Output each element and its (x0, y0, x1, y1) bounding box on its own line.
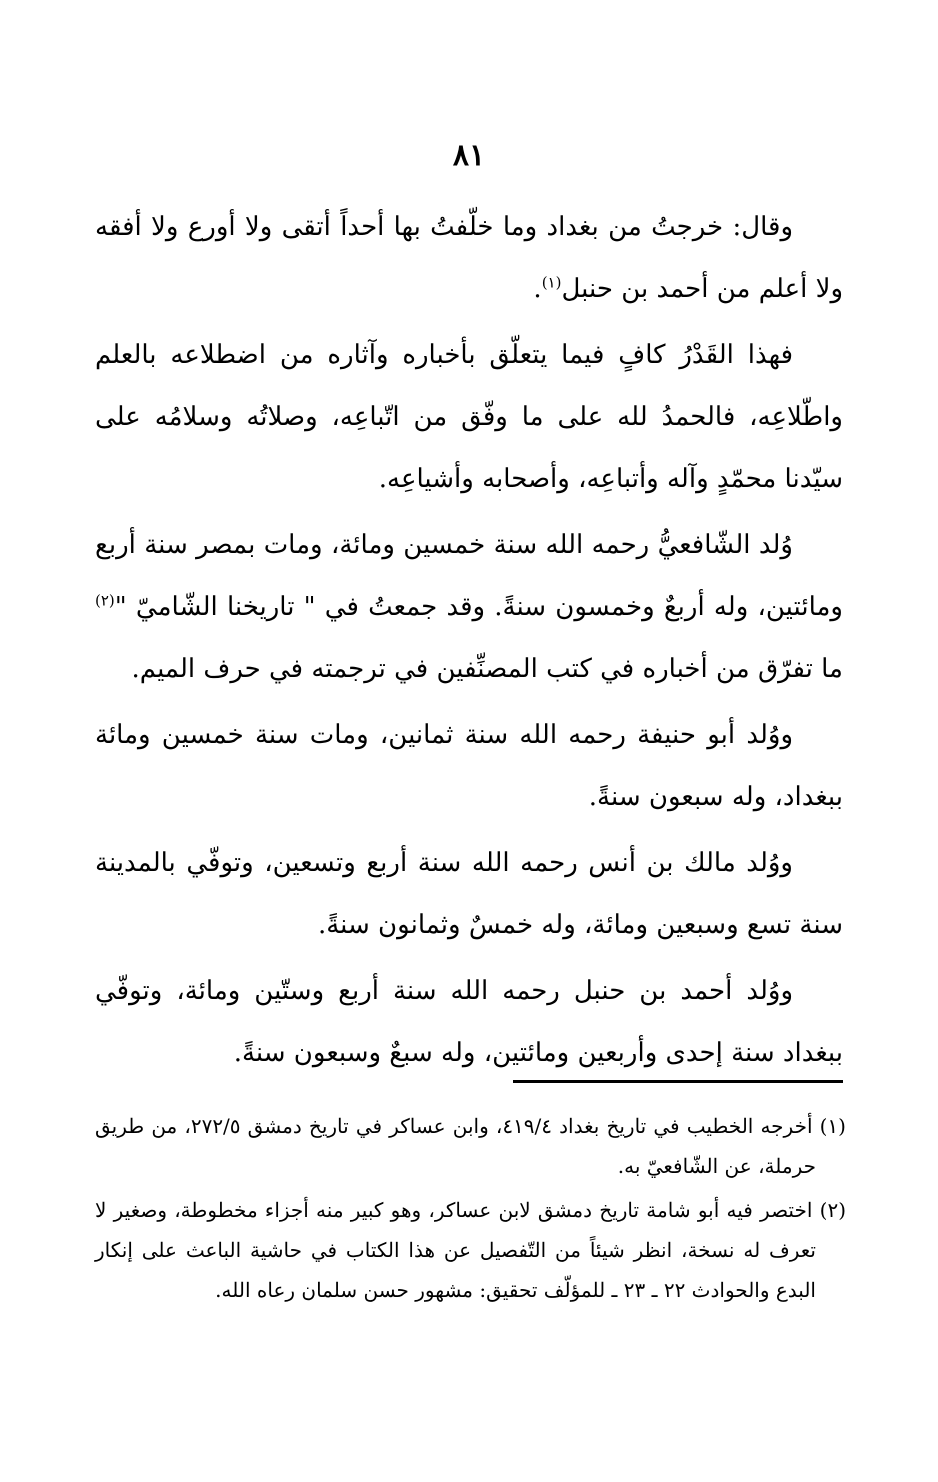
paragraph-malik: ووُلد مالك بن أنس رحمه الله سنة أربع وتسعين، وتوفّي بالمدينة سنة تسع وسبعين ومائة، وله خمسٌ وثمانون سنةً. (95, 848, 843, 940)
main-text (95, 196, 843, 1088)
paragraph-shafii (95, 514, 843, 700)
footnote-ref-1[interactable]: (١) (541, 273, 562, 292)
paragraph-quote-text: وقال: خرجتُ من بغداد وما خلّفتُ بها أحداً أتقى ولا أورع ولا أفقه ولا أعلم من أحمد بن حنبل (95, 212, 843, 304)
page-number: ٨١ (452, 138, 486, 173)
paragraph-shafii-tail: ما تفرّق من أخباره في كتب المصنِّفين في ترجمته في حرف الميم. (131, 654, 843, 684)
paragraph-ahmad: ووُلد أحمد بن حنبل رحمه الله سنة أربع وستّين ومائة، وتوفّي ببغداد سنة إحدى وأربعين ومائتين، وله سبعٌ وسبعون سنةً. (95, 976, 843, 1068)
footnotes (95, 1106, 846, 1314)
paragraph-conclusion: فهذا القَدْرُ كافٍ فيما يتعلّق بأخباره وآثاره من اضطلاعه بالعلم واطّلاعِه، فالحمدُ لله على ما وفّق من اتّباعِه، وصلاتُه وسلامُه على سيّدنا محمّدٍ وآله وأتباعِه، وأصحابه وأشياعِه. (95, 340, 843, 494)
footnote-2: (٢) اختصر فيه أبو شامة تاريخ دمشق لابن عساكر، وهو كبير منه أجزاء مخطوطة، وصغير لا تعرف له نسخة، انظر شيئاً من التّفصيل عن هذا الكتاب في حاشية الباعث على إنكار البدع والحوادث ٢٢ ـ ٢٣ ـ للمؤلّف تحقيق: مشهور حسن سلمان رعاه الله. (95, 1198, 846, 1302)
footnote-1: (١) أخرجه الخطيب في تاريخ بغداد ٤١٩/٤، وابن عساكر في تاريخ دمشق ٢٧٢/٥، من طريق حرملة، عن الشّافعيّ به. (95, 1114, 846, 1178)
paragraph-shafii-text: وُلد الشّافعيُّ رحمه الله سنة خمسين ومائة، ومات بمصر سنة أربع ومائتين، وله أربعٌ وخمسون سنةً. وقد جمعتُ في " تاريخنا الشّاميّ " (95, 530, 843, 622)
paragraph-abu-hanifa: ووُلد أبو حنيفة رحمه الله سنة ثمانين، ومات سنة خمسين ومائة ببغداد، وله سبعون سنةً. (95, 720, 843, 812)
footnote-divider (513, 1080, 843, 1083)
footnote-ref-2[interactable]: (٢) (95, 591, 115, 610)
paragraph-quote: وقال: خرجتُ من بغداد وما خلّفتُ بها أحداً أتقى ولا أورع ولا أفقه ولا أعلم من أحمد بن حنبل$^{(١)}$. (95, 212, 843, 304)
